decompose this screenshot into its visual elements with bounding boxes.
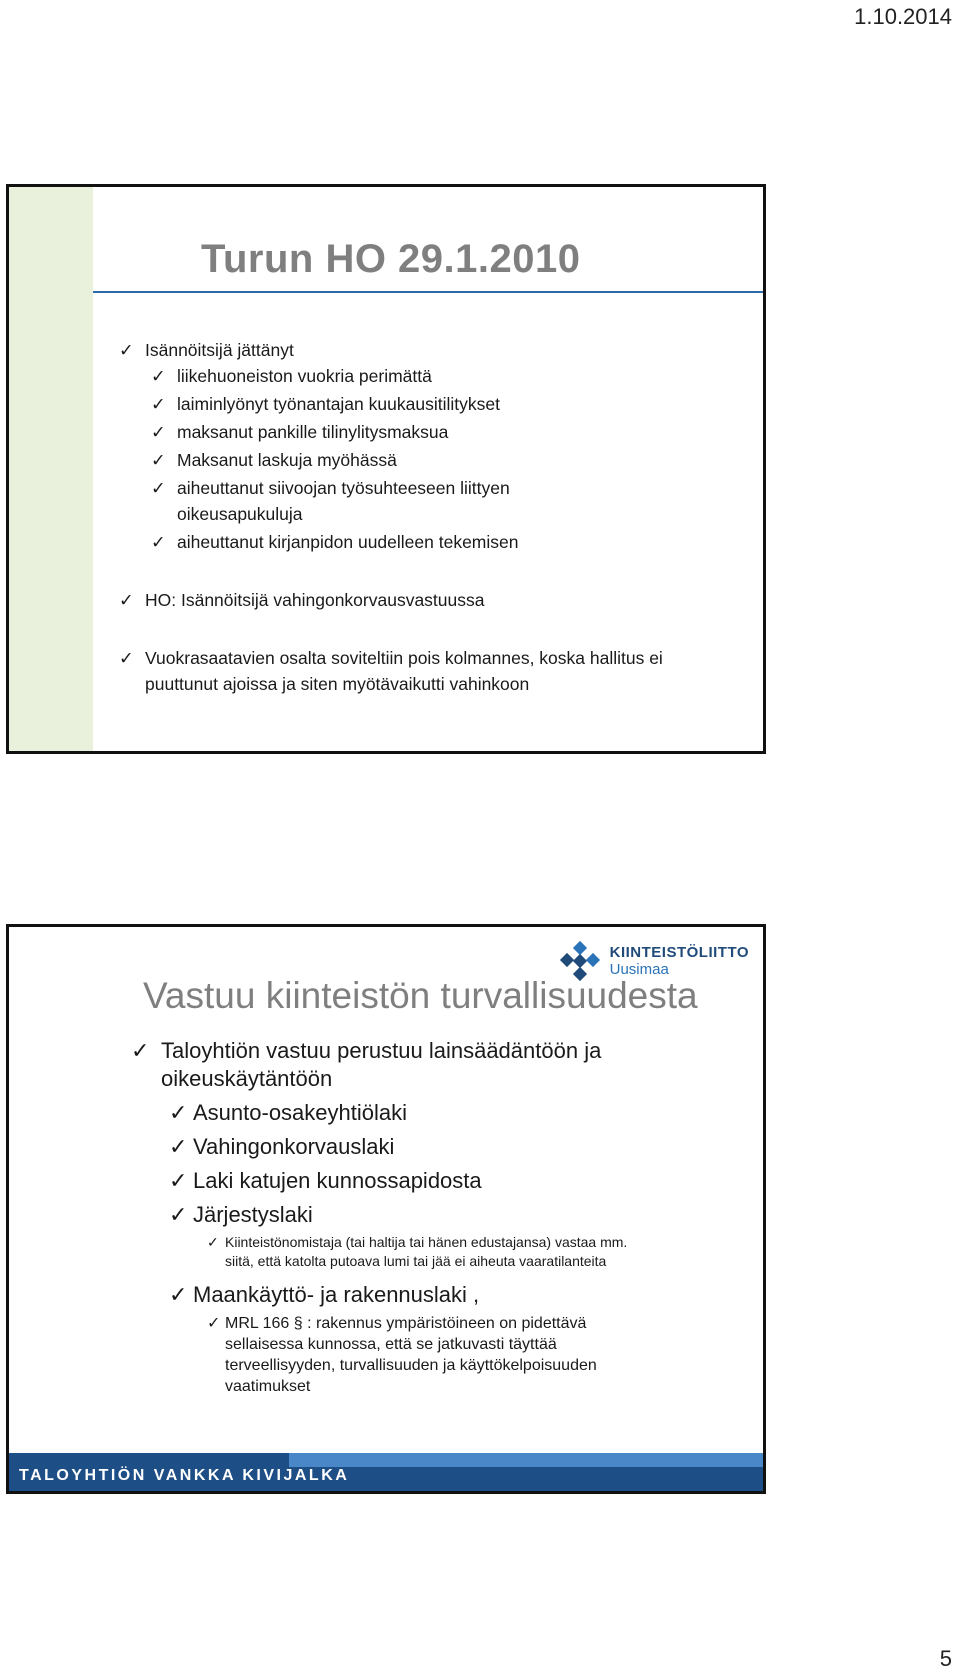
slide-content — [119, 337, 759, 697]
checkmark-icon: ✓ — [169, 1282, 188, 1307]
checkmark-icon: ✓ — [151, 450, 166, 470]
sub-bullet-text: Järjestyslaki — [193, 1202, 313, 1227]
sub-bullet-text: liikehuoneiston vuokria perimättä — [177, 366, 432, 386]
bullet-text: Taloyhtiön vastuu perustuu lainsäädäntöön ja oikeuskäytäntöön — [161, 1038, 602, 1091]
slide-title: Vastuu kiinteistön turvallisuudesta — [143, 975, 698, 1016]
bullet-item — [119, 645, 665, 697]
bullet-text: HO: Isännöitsijä vahingonkorvausvastuussa — [145, 590, 485, 610]
bullet-item — [119, 337, 759, 363]
slide-vastuu — [6, 924, 766, 1494]
checkmark-icon: ✓ — [169, 1168, 188, 1193]
sub-bullet-item — [119, 529, 759, 555]
sub-bullet-text: Maankäyttö- ja rakennuslaki , — [193, 1282, 480, 1307]
footer-slogan: TALOYHTIÖN VANKKA KIVIJALKA — [19, 1467, 350, 1484]
checkmark-icon: ✓ — [207, 1234, 219, 1250]
footer-stripe — [289, 1453, 763, 1467]
sub-bullet-item — [131, 1167, 751, 1195]
slide-turun-ho — [6, 184, 766, 754]
sub-bullet-text: Vahingonkorvauslaki — [193, 1134, 395, 1159]
sub-bullet-text: Maksanut laskuja myöhässä — [177, 450, 397, 470]
checkmark-icon: ✓ — [151, 478, 166, 498]
bullet-item — [119, 587, 759, 613]
sub-bullet-text: Laki katujen kunnossapidosta — [193, 1168, 482, 1193]
sub-bullet-text: laiminlyönyt työnantajan kuukausitilitykset — [177, 394, 500, 414]
checkmark-icon: ✓ — [151, 394, 166, 414]
logo-name: KIINTEISTÖLIITTO — [609, 944, 749, 961]
sub-bullet-text: aiheuttanut kirjanpidon uudelleen tekemisen — [177, 532, 519, 552]
checkmark-icon: ✓ — [119, 340, 134, 360]
sub-bullet-text: maksanut pankille tilinylitysmaksua — [177, 422, 449, 442]
sub-bullet-item — [131, 1099, 751, 1127]
sub-sub-bullet-item — [131, 1233, 645, 1271]
sub-sub-bullet-item — [131, 1313, 665, 1397]
slide-title: Turun HO 29.1.2010 — [201, 237, 581, 281]
sub-bullet-item — [119, 447, 759, 473]
sub-bullet-text: Asunto-osakeyhtiölaki — [193, 1100, 408, 1125]
checkmark-icon: ✓ — [119, 590, 134, 610]
sub-bullet-item — [119, 475, 597, 527]
checkmark-icon: ✓ — [151, 532, 166, 552]
page-number: 5 — [939, 1646, 952, 1671]
sub-sub-bullet-text: Kiinteistönomistaja (tai haltija tai hänen edustajansa) vastaa mm. siitä, että katolta putoava lumi tai jää ei aiheuta vaaratilanteita — [225, 1234, 628, 1269]
slide-content — [131, 1037, 751, 1397]
sub-bullet-item — [131, 1281, 751, 1309]
sub-bullet-item — [119, 419, 759, 445]
slide-side-band — [9, 187, 93, 751]
checkmark-icon: ✓ — [169, 1100, 188, 1125]
checkmark-icon: ✓ — [151, 366, 166, 386]
sub-bullet-item — [119, 363, 759, 389]
sub-bullet-item — [131, 1133, 751, 1161]
bullet-item — [131, 1037, 751, 1093]
sub-bullet-text: aiheuttanut siivoojan työsuhteeseen liittyen oikeusapukuluja — [177, 478, 510, 524]
checkmark-icon: ✓ — [119, 648, 134, 668]
logo-region: Uusimaa — [609, 961, 669, 978]
checkmark-icon: ✓ — [131, 1038, 150, 1063]
bullet-text: Isännöitsijä jättänyt — [145, 340, 294, 360]
sub-bullet-item — [131, 1201, 751, 1229]
footer-band — [9, 1453, 763, 1491]
bullet-text: Vuokrasaatavien osalta soviteltiin pois kolmannes, koska hallitus ei puuttunut ajoissa ja siten myötävaikutti vahinkoon — [145, 648, 663, 694]
title-underline — [93, 291, 763, 293]
checkmark-icon: ✓ — [169, 1134, 188, 1159]
checkmark-icon: ✓ — [207, 1315, 221, 1332]
page-date: 1.10.2014 — [854, 4, 952, 29]
checkmark-icon: ✓ — [151, 422, 166, 442]
sub-sub-bullet-text: MRL 166 § : rakennus ympäristöineen on pidettävä sellaisessa kunnossa, että se jatkuvasti täyttää terveellisyyden, turvallisuuden ja käyttökelpoisuuden vaatimukset — [225, 1315, 597, 1395]
logo-text — [610, 944, 749, 978]
sub-bullet-item — [119, 391, 759, 417]
checkmark-icon: ✓ — [169, 1202, 188, 1227]
